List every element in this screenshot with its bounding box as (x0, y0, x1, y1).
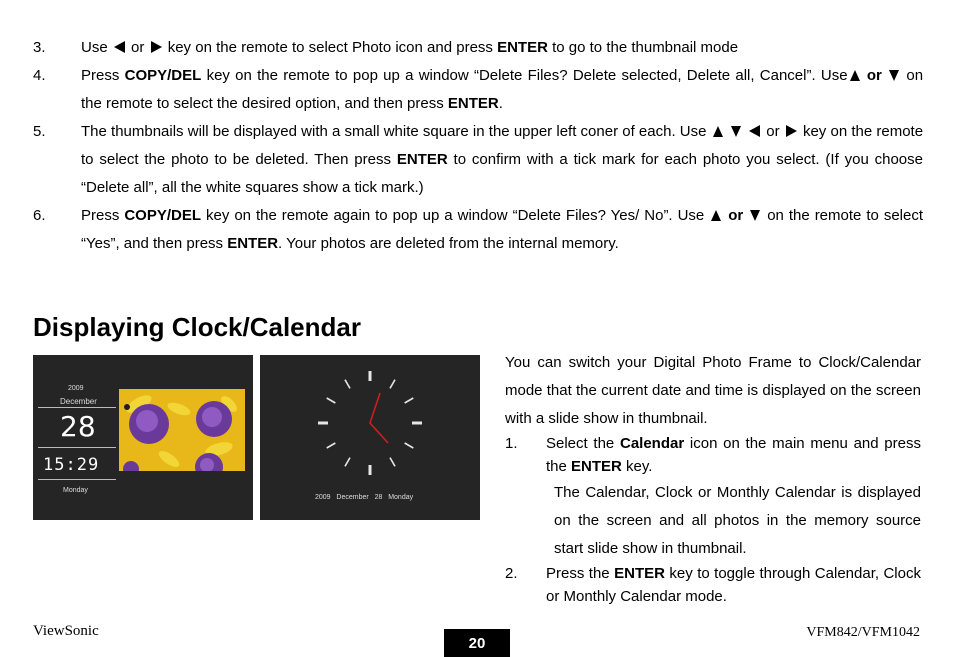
step-number: 4. (33, 67, 46, 84)
key-name: ENTER (396, 151, 448, 168)
arrow-right-icon (151, 41, 162, 53)
key-name: ENTER (614, 565, 665, 582)
step-text: Select the (546, 435, 615, 452)
clock-tick (345, 458, 350, 467)
step-text: Press the (546, 565, 610, 582)
step-number: 5. (33, 123, 46, 140)
clock-date (315, 494, 413, 501)
step-5 (33, 118, 923, 202)
step-text: key on the remote to select Photo icon and press (167, 39, 493, 56)
arrow-down-icon (889, 70, 899, 81)
page-number: 20 (444, 629, 510, 657)
step-text: icon on the main menu and press the (546, 435, 921, 475)
calendar-day: 28 (60, 410, 96, 443)
step-number: 6. (33, 207, 46, 224)
arrow-left-icon (749, 125, 760, 137)
step-text: key on the remote again to pop up a window “Delete Files? Yes/ No”. Use (206, 207, 705, 224)
step-3 (33, 34, 923, 62)
step-text: Press (81, 207, 120, 224)
arrow-down-icon (750, 210, 760, 221)
sub-step-2 (505, 562, 921, 608)
arrow-right-icon (786, 125, 797, 137)
step-text: The thumbnails will be displayed with a small white square in the upper left coner of each. Use (81, 123, 707, 140)
note-text: The Calendar, Clock or Monthly Calendar is displayed on the screen and all photos in the memory source start slide show in thumbnail. (554, 484, 921, 557)
step-number: 2. (505, 565, 518, 582)
key-name: ENTER (571, 458, 622, 475)
step-text: to confirm with a tick mark for each photo you select. (If you choose “Delete all”, all the white squares show a tick mark.) (81, 151, 923, 196)
step-number: 1. (505, 435, 518, 452)
arrow-up-icon (850, 70, 860, 81)
step-6 (33, 202, 923, 258)
step-text: Press (81, 67, 120, 84)
divider (38, 479, 116, 480)
calendar-mode-screenshot (33, 355, 253, 520)
step-number: 3. (33, 39, 46, 56)
clock-month: December (336, 494, 369, 501)
step-text: key to toggle through Calendar, Clock or Monthly Calendar mode. (546, 565, 921, 605)
intro-text: You can switch your Digital Photo Frame to Clock/Calendar mode that the current date and time is displayed on the screen with a slide show in thumbnail. (505, 354, 921, 427)
key-name: ENTER (497, 39, 548, 56)
clock-tick (345, 380, 350, 389)
arrow-left-icon (114, 41, 125, 53)
calendar-month: December (60, 397, 97, 406)
step-text: or (131, 39, 145, 56)
divider (38, 407, 116, 408)
clock-mode-screenshot (260, 355, 480, 520)
clock-tick (390, 458, 395, 467)
sub-step-1 (505, 432, 921, 478)
step-text: . (498, 95, 503, 112)
divider (38, 447, 116, 448)
step-text: Use (81, 39, 108, 56)
intro-paragraph (505, 349, 921, 433)
key-name: ENTER (227, 235, 279, 252)
step-text: key. (626, 458, 653, 475)
calendar-weekday: Monday (63, 487, 88, 494)
step-text: or (766, 123, 780, 140)
step-text: . Your photos are deleted from the internal memory. (278, 235, 619, 252)
clock-tick (390, 380, 395, 389)
clock-tick (327, 443, 336, 448)
clock-weekday: Monday (388, 494, 414, 501)
calendar-year: 2009 (68, 385, 84, 392)
clock-tick (327, 398, 336, 403)
model-name: VFM842/VFM1042 (806, 625, 920, 640)
clock-day: 28 (374, 494, 383, 501)
flower-photo-thumbnail (119, 389, 245, 471)
calendar-time: 15:29 (43, 455, 100, 475)
step-text: or (866, 67, 882, 84)
step-4 (33, 62, 923, 118)
arrow-down-icon (731, 126, 741, 137)
clock-tick (405, 398, 414, 403)
step-text: or (728, 207, 744, 224)
step-text: on the remote to select the desired option, and then press (81, 67, 924, 112)
arrow-up-icon (713, 126, 723, 137)
step-text: key on the remote to select the photo to be deleted. Then press (81, 123, 924, 168)
key-name: COPY/DEL (124, 67, 202, 84)
arrow-up-icon (711, 210, 721, 221)
clock-hands (370, 393, 388, 443)
section-title: Displaying Clock/Calendar (33, 312, 361, 342)
note-paragraph (554, 479, 921, 563)
key-name: COPY/DEL (124, 207, 202, 224)
menu-item-name: Calendar (619, 435, 685, 452)
clock-year: 2009 (315, 494, 331, 501)
step-text: key on the remote to pop up a window “Delete Files? Delete selected, Delete all, Cancel”. Use (206, 67, 848, 84)
step-text: on the remote to select “Yes”, and then press (81, 207, 924, 252)
key-name: ENTER (447, 95, 499, 112)
brand-name: ViewSonic (33, 623, 99, 639)
clock-tick (405, 443, 414, 448)
analog-clock (260, 355, 480, 495)
step-text: to go to the thumbnail mode (552, 39, 739, 56)
